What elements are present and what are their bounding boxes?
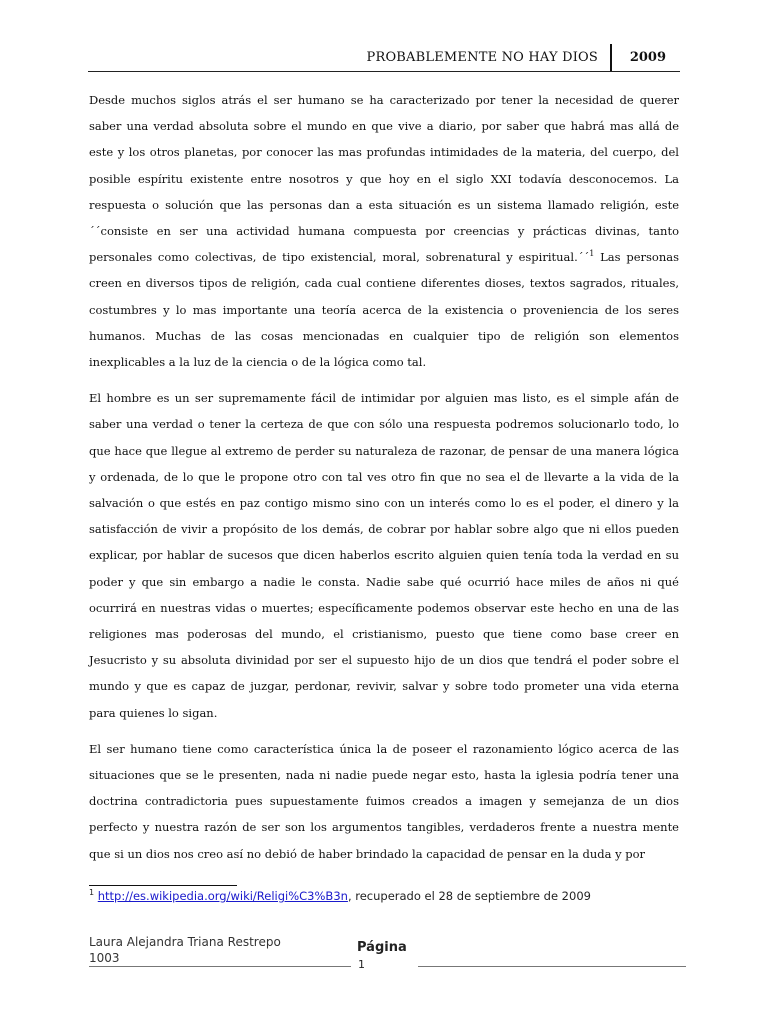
footer-author: Laura Alejandra Triana Restrepo <box>89 935 281 949</box>
footnote <box>89 889 591 903</box>
paragraph-1-text: Desde muchos siglos atrás el ser humano se ha caracterizado por tener la necesidad de querer saber una verdad absoluta sobre el mundo en que vive a diario, por saber que habrá mas allá de este y los otros planetas, por conocer las mas profundas intimidades de la materia, del cuerpo, del posible espíritu existente entre nosotros y que hoy en el siglo XXI todavía desconocemos. La respuesta o solución que las personas dan a esta situación es un sistema llamado religión, este ´´consiste en ser una actividad humana compuesta por creencias y prácticas divinas, tanto personales como colectivas, de tipo existencial, moral, sobrenatural y espiritual.´´ <box>89 93 679 265</box>
footnote-separator <box>89 885 237 886</box>
paragraph-1 <box>89 87 679 375</box>
footer-page-number: 1 <box>358 958 365 971</box>
paragraph-3: El ser humano tiene como característica única la de poseer el razonamiento lógico acerca de las situaciones que se le presenten, nada ni nadie puede negar esto, hasta la iglesia podría tener una doctrina contradictoria pues supuestamente fuimos creados a imagen y semejanza de un dios perfecto y nuestra razón de ser son los argumentos tangibles, verdaderos frente a nuestra mente que si un dios nos creo así no debió de haber brindado la capacidad de pensar en la duda y por <box>89 741 679 861</box>
footer-author-block <box>89 934 281 966</box>
header-year: 2009 <box>629 50 666 65</box>
footnote-text: , recuperado el 28 de septiembre de 2009 <box>347 889 591 903</box>
header-rule <box>88 71 680 72</box>
footer-rule-left <box>89 966 351 967</box>
document-body <box>89 87 679 877</box>
header-title: PROBABLEMENTE NO HAY DIOS <box>366 50 598 65</box>
footnote-link[interactable]: http://es.wikipedia.org/wiki/Religi%C3%B3n <box>97 889 348 903</box>
footer-code: 1003 <box>89 951 120 965</box>
footnote-number: 1 <box>89 888 95 898</box>
header-separator <box>610 44 612 72</box>
footer-rule-right <box>418 966 686 967</box>
paragraph-2: El hombre es un ser supremamente fácil de intimidar por alguien mas listo, es el simple afán de saber una verdad o tener la certeza de que con sólo una respuesta podremos solucionarlo todo, lo que hace que llegue al extremo de perder su naturaleza de razonar, de pensar de una manera lógica y ordenada, de lo que le propone otro con tal ves otro fin que no sea el de llevarte a la vida de la salvación o que estés en paz contigo mismo sino con un interés como lo es el poder, el dinero y la satisfacción de vivir a propósito de los demás, de cobrar por hablar sobre algo que ni ellos pueden explicar, por hablar de sucesos que dicen haberlos escrito alguien quien tenía toda la verdad en su poder y que sin embargo a nadie le consta. Nadie sabe qué ocurrió hace miles de años ni qué ocurrirá en nuestras vidas o muertes; específicamente podemos observar este hecho en una de las religiones mas poderosas del mundo, el cristianismo, puesto que tiene como base creer en Jesucristo y su absoluta divinidad por ser el supuesto hijo de un dios que tendrá el poder sobre el mundo y que es capaz de juzgar, perdonar, revivir, salvar y sobre todo prometer una vida eterna para quienes lo sigan. <box>89 391 679 720</box>
footnote-reference[interactable]: 1 <box>589 249 595 259</box>
page-header <box>88 44 680 74</box>
paragraph-1-continuation: Las personas creen en diversos tipos de religión, cada cual contiene diferentes dioses, textos sagrados, rituales, costumbres y lo mas importante una teoría acerca de la existencia o proveniencia de los seres humanos. Muchas de las cosas mencionadas en cualquier tipo de religión son elementos inexplicables a la luz de la ciencia o de la lógica como tal. <box>89 250 679 370</box>
footer-page-label: Página <box>357 940 407 955</box>
